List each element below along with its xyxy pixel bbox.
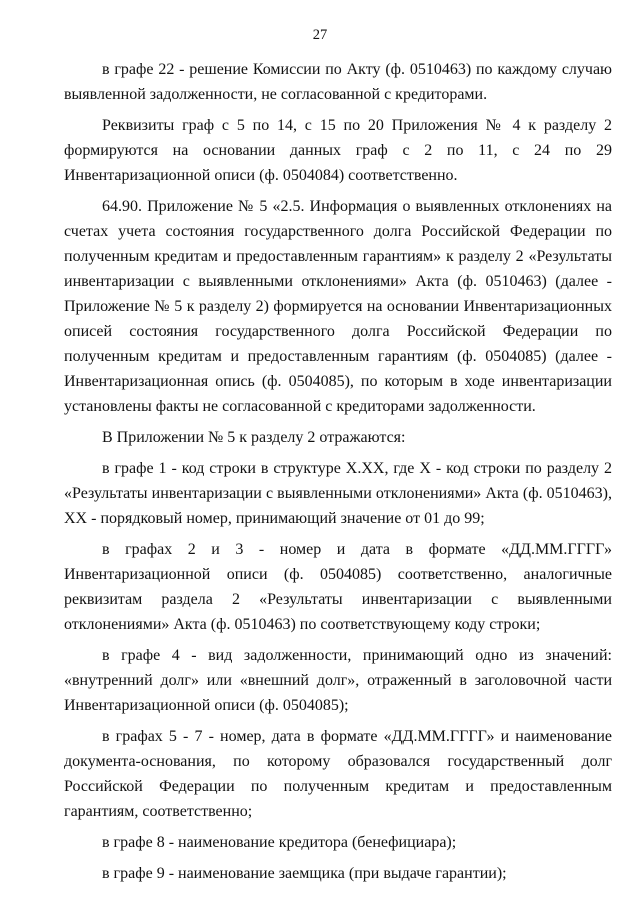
paragraph-graf-4: в графе 4 - вид задолженности, принимающий одно из значений: «внутренний долг» или «внешний долг», отраженный в заголовочной части Инвентаризационной описи (ф. 0504085); — [64, 647, 612, 714]
paragraph-graf-5-7: в графах 5 - 7 - номер, дата в формате «ДД.ММ.ГГГГ» и наименование документа-основания, по которому образовался государственный долг Российской Федерации по полученным кредитам и предоставленным гарантиям, соответственно; — [64, 728, 612, 820]
paragraph-graf-9: в графе 9 - наименование заемщика (при выдаче гарантии); — [102, 865, 507, 882]
page-number: 27 — [312, 27, 328, 43]
paragraph-graf-2-3: в графах 2 и 3 - номер и дата в формате «ДД.ММ.ГГГГ» Инвентаризационной описи (ф. 0504085) соответственно, аналогичные реквизитам раздела 2 «Результаты инвентаризации с выявленными отклонениями» Акта (ф. 0510463) по соответствующему коду строки; — [64, 541, 612, 633]
paragraph-prilozhenie-5-intro: В Приложении № 5 к разделу 2 отражаются: — [102, 429, 406, 446]
document-body — [64, 57, 612, 892]
paragraph-rekvizity-graf: Реквизиты граф с 5 по 14, с 15 по 20 Приложения № 4 к разделу 2 формируются на основании данных граф с 2 по 11, с 24 по 29 Инвентаризационной описи (ф. 0504084) соответственно. — [64, 117, 612, 184]
paragraph-64-90: 64.90. Приложение № 5 «2.5. Информация о выявленных отклонениях на счетах учета состояния государственного долга Российской Федерации по полученным кредитам и предоставленным гарантиям» к разделу 2 «Результаты инвентаризации с выявленными отклонениями» Акта (ф. 0510463) (далее - Приложение № 5 к разделу 2) формируется на основании Инвентаризационных описей состояния государственного долга Российской Федерации по полученным кредитам и предоставленным гарантиям (ф. 0504085) (далее - Инвентаризационная опись (ф. 0504085), по которым в ходе инвентаризации установлены факты не согласованной с кредиторами задолженности. — [64, 198, 612, 415]
paragraph-graf-1: в графе 1 - код строки в структуре X.XX, где X - код строки по разделу 2 «Результаты инвентаризации с выявленными отклонениями» Акта (ф. 0510463), XX - порядковый номер, принимающий значение от 01 до 99; — [64, 460, 612, 527]
paragraph-graf-8: в графе 8 - наименование кредитора (бенефициара); — [102, 834, 457, 851]
paragraph-graf-22: в графе 22 - решение Комиссии по Акту (ф. 0510463) по каждому случаю выявленной задолженности, не согласованной с кредиторами. — [64, 61, 612, 103]
